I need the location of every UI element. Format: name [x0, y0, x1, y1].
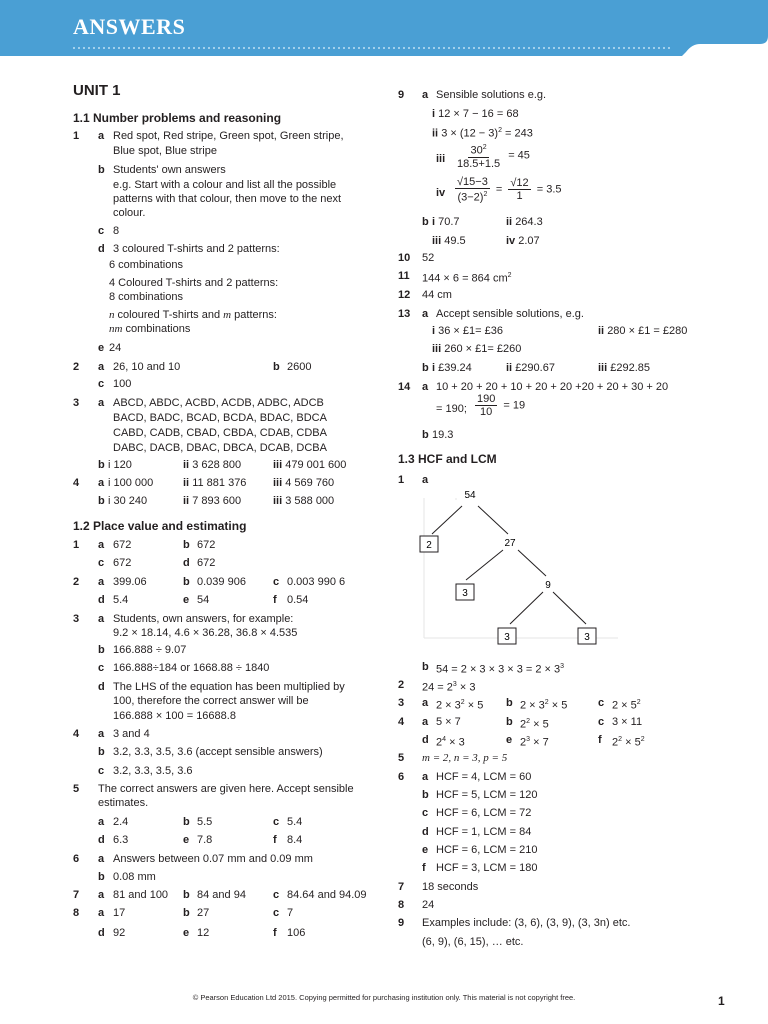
tree-node-3b: 3: [504, 632, 510, 643]
tree-node-root: 54: [464, 490, 476, 501]
section-heading-1-2: 1.2 Place value and estimating: [73, 519, 247, 533]
tree-node-27: 27: [504, 538, 516, 549]
section-heading-1-1: 1.1 Number problems and reasoning: [73, 111, 282, 125]
header-banner: [0, 0, 768, 56]
unit-title: UNIT 1: [73, 82, 121, 99]
section-heading-1-3: 1.3 HCF and LCM: [398, 452, 497, 466]
copyright-footer: © Pearson Education Ltd 2015. Copying permitted for purchasing institution only. This material is not copyright free.: [192, 993, 576, 1002]
factor-tree: [418, 488, 628, 661]
page-title: ANSWERS: [73, 14, 186, 39]
tree-node-3a: 3: [462, 588, 468, 599]
tree-node-9: 9: [545, 580, 551, 591]
tree-node-3c: 3: [584, 632, 590, 643]
page-number: 1: [718, 994, 725, 1008]
tree-node-2: 2: [426, 540, 432, 551]
factor-tree-diagram: [418, 488, 628, 658]
